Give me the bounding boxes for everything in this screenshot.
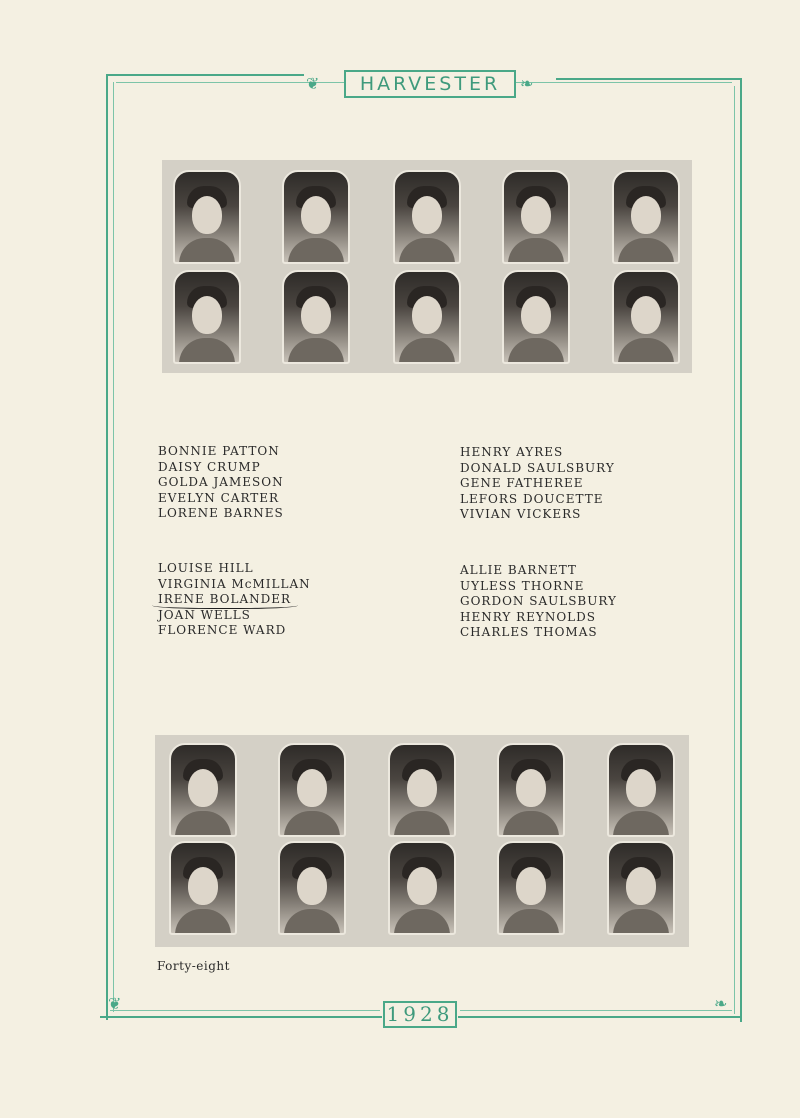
frame-top-right-line [556, 78, 742, 80]
frame-bottom-right-line [458, 1016, 740, 1018]
portrait-photo [497, 841, 565, 935]
portrait-photo [502, 170, 570, 264]
portrait-photo [607, 743, 675, 837]
portrait-photo [607, 841, 675, 935]
portrait-photo [393, 170, 461, 264]
names-list-bottom-right [460, 563, 617, 641]
corner-ornament-bottom-left-icon: ❦ [108, 994, 122, 1013]
portrait-photo [497, 743, 565, 837]
portrait-photo [169, 841, 237, 935]
frame-left-inner-line [113, 82, 114, 1012]
portrait-photo [278, 743, 346, 837]
student-name: UYLESS THORNE [460, 578, 585, 593]
names-list-top-right [460, 445, 615, 523]
student-name: CHARLES THOMAS [460, 625, 598, 639]
photo-panel-bottom [155, 735, 689, 947]
yearbook-year: 1928 [383, 1001, 457, 1028]
portrait-photo [282, 170, 350, 264]
portrait-photo [612, 170, 680, 264]
scroll-ornament-right-icon: ❧ [520, 74, 534, 93]
frame-right-line [740, 78, 742, 1022]
student-name: GOLDA JAMESON [158, 475, 284, 489]
student-name: HENRY REYNOLDS [460, 609, 596, 624]
student-name: LOUISE HILL [158, 561, 254, 575]
frame-left-line [106, 74, 108, 1020]
student-name: VIRGINIA McMILLAN [158, 576, 311, 591]
page-number: Forty-eight [157, 959, 230, 973]
student-name: JOAN WELLS [158, 607, 251, 622]
student-name: VIVIAN VICKERS [460, 507, 582, 521]
student-name: DONALD SAULSBURY [460, 460, 615, 475]
frame-bottom-inner-line [110, 1010, 380, 1011]
names-list-top-left [158, 444, 284, 522]
portrait-photo [502, 270, 570, 364]
corner-ornament-bottom-right-icon: ❧ [714, 994, 728, 1013]
frame-top-left-line [108, 74, 304, 76]
student-name: GORDON SAULSBURY [460, 594, 617, 608]
portrait-photo [393, 270, 461, 364]
frame-bottom-left-line [100, 1016, 382, 1018]
handwritten-underline-mark [152, 600, 298, 609]
student-name: DAISY CRUMP [158, 459, 261, 474]
portrait-photo [173, 270, 241, 364]
student-name: BONNIE PATTON [158, 444, 280, 458]
student-name: GENE FATHEREE [460, 476, 584, 490]
student-name: LEFORS DOUCETTE [460, 491, 604, 506]
student-name: EVELYN CARTER [158, 490, 280, 505]
portrait-photo [278, 841, 346, 935]
student-name: FLORENCE WARD [158, 623, 287, 637]
portrait-photo [169, 743, 237, 837]
photo-panel-top [162, 160, 692, 373]
student-name: ALLIE BARNETT [460, 563, 577, 577]
frame-bottom-inner-line-right [460, 1010, 732, 1011]
portrait-photo [388, 841, 456, 935]
student-name: HENRY AYRES [460, 445, 564, 459]
student-name: IRENE BOLANDER [158, 592, 292, 606]
student-name: LORENE BARNES [158, 506, 284, 520]
yearbook-title: HARVESTER [344, 70, 516, 98]
portrait-photo [388, 743, 456, 837]
portrait-photo [173, 170, 241, 264]
portrait-photo [612, 270, 680, 364]
frame-right-inner-line [734, 86, 735, 1014]
portrait-photo [282, 270, 350, 364]
scroll-ornament-left-icon: ❦ [306, 74, 320, 93]
